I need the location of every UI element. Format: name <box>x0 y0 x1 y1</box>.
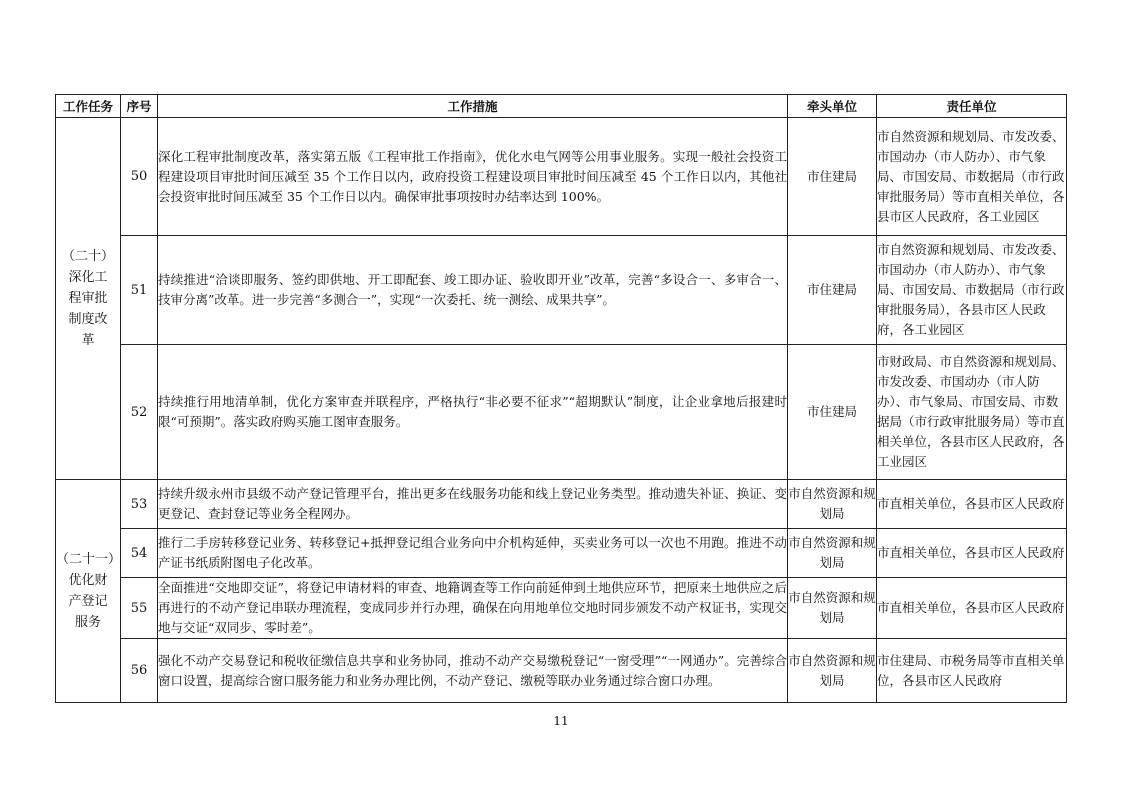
responsible-unit-cell: 市直相关单位，各县市区人民政府 <box>877 480 1067 529</box>
page-number: 11 <box>553 714 569 728</box>
task-cell-21 <box>56 480 121 703</box>
lead-unit-cell: 市自然资源和规划局 <box>788 529 877 578</box>
row-number: 55 <box>121 578 158 639</box>
task-line: 程审批 <box>68 291 108 306</box>
header-lead: 牵头单位 <box>788 95 877 118</box>
task-line: 优化财 <box>68 573 108 588</box>
header-resp: 责任单位 <box>877 95 1067 118</box>
row-number: 50 <box>121 118 158 236</box>
task-line: 革 <box>81 333 95 348</box>
row-number: 53 <box>121 480 158 529</box>
table-row <box>56 345 1067 480</box>
header-task: 工作任务 <box>56 95 121 118</box>
task-line: 制度改 <box>68 312 108 327</box>
table-row <box>56 480 1067 529</box>
responsible-unit-cell: 市自然资源和规划局、市发改委、市国动办（市人防办）、市气象局、市国安局、市数据局（市行政审批服务局），各县市区人民政府，各工业园区 <box>877 236 1067 345</box>
measure-cell: 深化工程审批制度改革，落实第五版《工程审批工作指南》，优化水电气网等公用事业服务。实现一般社会投资工程建设项目审批时间压减至 35 个工作日以内，政府投资工程建设项目审批时间压减至 45 个工作日以内，其他社会投资审批时间压减至 35 个工作日以内。确保审批事项按时办结率达到 100%。 <box>158 118 788 236</box>
table-header-row <box>56 95 1067 118</box>
responsible-unit-cell: 市自然资源和规划局、市发改委、市国动办（市人防办）、市气象局、市国安局、市数据局（市行政审批服务局）等市直相关单位，各县市区人民政府，各工业园区 <box>877 118 1067 236</box>
measure-cell: 持续升级永州市县级不动产登记管理平台，推出更多在线服务功能和线上登记业务类型。推动遗失补证、换证、变更登记、查封登记等业务全程网办。 <box>158 480 788 529</box>
row-number: 52 <box>121 345 158 480</box>
measure-cell: 持续推进“洽谈即服务、签约即供地、开工即配套、竣工即办证、验收即开业”改革，完善“多设合一、多审合一、技审分离”改革。进一步完善“多测合一”，实现“一次委托、统一测绘、成果共享”。 <box>158 236 788 345</box>
task-line: 产登记 <box>68 594 108 609</box>
work-measures-table <box>55 94 1067 703</box>
task-line: 服务 <box>74 615 101 630</box>
responsible-unit-cell: 市直相关单位，各县市区人民政府 <box>877 578 1067 639</box>
lead-unit-cell: 市自然资源和规划局 <box>788 480 877 529</box>
task-line: 深化工 <box>68 270 108 285</box>
table-row <box>56 639 1067 703</box>
measure-cell: 全面推进“交地即交证”，将登记申请材料的审查、地籍调查等工作向前延伸到土地供应环节，把原来土地供应之后再进行的不动产登记串联办理流程，变成同步并行办理，确保在向用地单位交地时同步颁发不动产权证书，实现交地与交证“双同步、零时差”。 <box>158 578 788 639</box>
table-row <box>56 529 1067 578</box>
responsible-unit-cell: 市财政局、市自然资源和规划局、市发改委、市国动办（市人防办）、市气象局、市国安局、市数据局（市行政审批服务局）等市直相关单位，各县市区人民政府，各工业园区 <box>877 345 1067 480</box>
header-no: 序号 <box>121 95 158 118</box>
measure-cell: 持续推行用地清单制，优化方案审查并联程序，严格执行“非必要不征求”“超期默认”制度，让企业拿地后报建时限“可预期”。落实政府购买施工图审查服务。 <box>158 345 788 480</box>
row-number: 51 <box>121 236 158 345</box>
table-row <box>56 578 1067 639</box>
row-number: 56 <box>121 639 158 703</box>
table-row <box>56 118 1067 236</box>
lead-unit-cell: 市自然资源和规划局 <box>788 578 877 639</box>
lead-unit-cell: 市自然资源和规划局 <box>788 639 877 703</box>
task-line: （二十） <box>61 249 114 264</box>
responsible-unit-cell: 市住建局、市税务局等市直相关单位，各县市区人民政府 <box>877 639 1067 703</box>
responsible-unit-cell: 市直相关单位，各县市区人民政府 <box>877 529 1067 578</box>
measure-cell: 推行二手房转移登记业务、转移登记+抵押登记组合业务向中介机构延伸，买卖业务可以一次也不用跑。推进不动产证书纸质附图电子化改革。 <box>158 529 788 578</box>
measure-cell: 强化不动产交易登记和税收征缴信息共享和业务协同，推动不动产交易缴税登记“一窗受理”“一网通办”。完善综合窗口设置，提高综合窗口服务能力和业务办理比例，不动产登记、缴税等联办业务通过综合窗口办理。 <box>158 639 788 703</box>
header-measure: 工作措施 <box>158 95 788 118</box>
lead-unit-cell: 市住建局 <box>788 345 877 480</box>
row-number: 54 <box>121 529 158 578</box>
lead-unit-cell: 市住建局 <box>788 236 877 345</box>
task-line: （二十一） <box>56 552 122 567</box>
lead-unit-cell: 市住建局 <box>788 118 877 236</box>
task-cell-20 <box>56 118 121 480</box>
table-row <box>56 236 1067 345</box>
